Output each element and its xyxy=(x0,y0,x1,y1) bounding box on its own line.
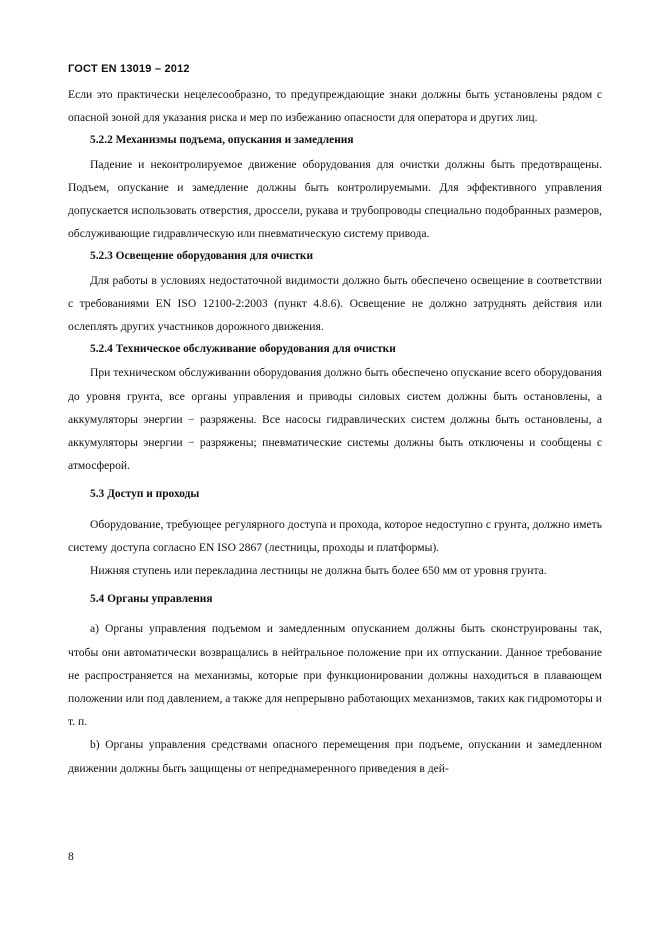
document-body xyxy=(68,83,602,780)
section-text-5-3-b: Нижняя ступень или перекладина лестницы не должна быть более 650 мм от уровня грунта. xyxy=(90,564,547,578)
section-heading-5-2-3: 5.2.3 Освещение оборудования для очистки xyxy=(90,250,314,263)
section-text-5-3-a: Оборудование, требующее регулярного доступа и прохода, которое недоступно с грунта, должно иметь систему доступа согласно EN ISO 2867 (лестницы, проходы и платформы). xyxy=(68,517,602,554)
section-text-5-2-4: При техническом обслуживании оборудования должно быть обеспечено опускание всего оборудования до уровня грунта, все органы управления и приводы силовых систем должны быть остановлены, а аккумуляторы энергии − разряжены. Все насосы гидравлических систем должны быть остановлены, а аккумуляторы энергии − разряжены; пневматические системы должны быть отключены и сообщены с атмосферой. xyxy=(68,366,602,473)
section-heading-5-2-4: 5.2.4 Техническое обслуживание оборудования для очистки xyxy=(90,343,396,356)
section-text-5-2-2: Падение и неконтролируемое движение оборудования для очистки должны быть предотвращены. Подъем, опускание и замедление должны быть контролируемыми. Для эффективного управления допускается использовать отверстия, дроссели, рукава и трубопроводы специально подобранных размеров, обслуживающие гидравлическую или пневматическую систему привода. xyxy=(68,157,602,241)
page-number: 8 xyxy=(68,850,74,863)
section-heading-5-2-2: 5.2.2 Механизмы подъема, опускания и замедления xyxy=(90,134,354,147)
document-header: ГОСТ EN 13019 – 2012 xyxy=(68,63,190,75)
intro-paragraph: Если это практически нецелесообразно, то предупреждающие знаки должны быть установлены рядом с опасной зоной для указания риска и мер по избежанию опасности для оператора и других лиц. xyxy=(68,88,602,125)
list-item-a: a) Органы управления подъемом и замедленным опусканием должны быть сконструированы так, чтобы они автоматически возвращались в нейтральное положение при их отпускании. Данное требование не распространяется на механизмы, которые при функционировании должны находиться в плавающем положении или под давлением, а также для непрерывно работающих механизмов, таких как гидромоторы и т. п. xyxy=(68,622,602,729)
list-item-b: b) Органы управления средствами опасного перемещения при подъеме, опускании и замедленном движении должны быть защищены от непреднамеренного приведения в дей- xyxy=(68,738,602,775)
section-heading-5-3: 5.3 Доступ и проходы xyxy=(90,488,200,501)
section-heading-5-4: 5.4 Органы управления xyxy=(90,593,213,606)
section-text-5-2-3: Для работы в условиях недостаточной видимости должно быть обеспечено освещение в соответствии с требованиями EN ISO 12100-2:2003 (пункт 4.8.6). Освещение не должно затруднять действия или ослеплять других участников дорожного движения. xyxy=(68,273,602,334)
